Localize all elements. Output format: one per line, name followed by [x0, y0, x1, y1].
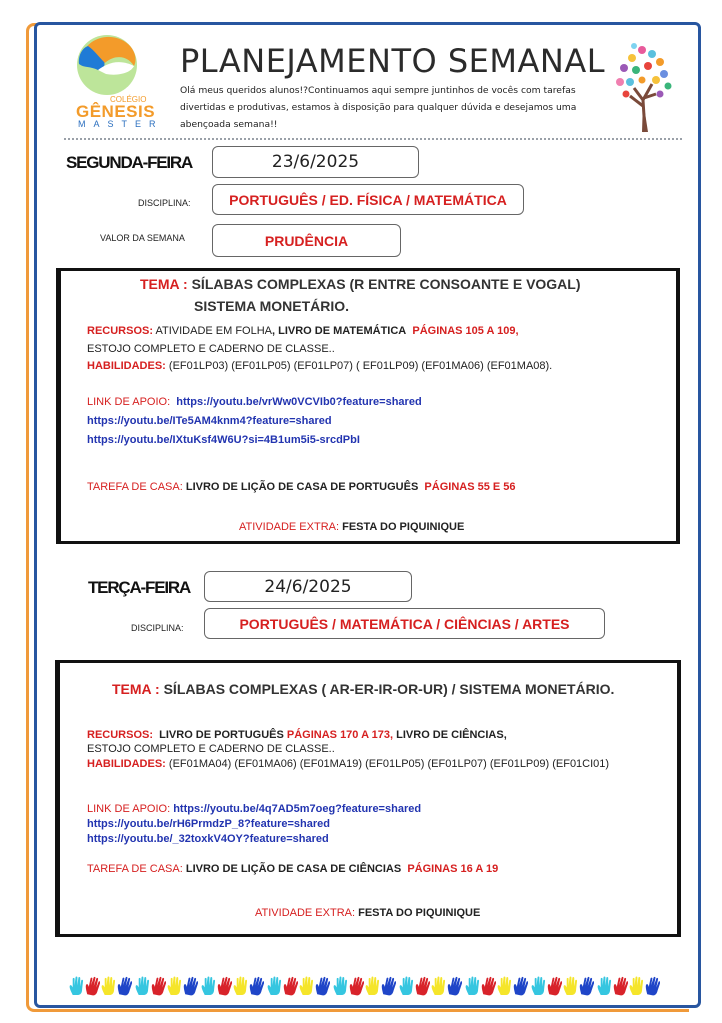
tuesday-tarefa — [87, 863, 498, 875]
monday-tema — [140, 276, 581, 292]
monday-valor-label: VALOR DA SEMANA — [100, 233, 185, 243]
monday-habilidades-codes: (EF01LP03) (EF01LP05) (EF01LP07) ( EF01LP09) (EF01MA06) (EF01MA08). — [168, 360, 553, 372]
monday-recursos — [87, 325, 519, 337]
tuesday-date-field — [204, 571, 412, 602]
hand-group — [68, 975, 132, 997]
hand-icon — [464, 975, 480, 997]
monday-recursos-line2: ESTOJO COMPLETO E CADERNO DE CLASSE.. — [87, 343, 335, 355]
tuesday-tarefa-text: LIVRO DE LIÇÃO DE CASA DE CIÊNCIAS — [185, 863, 402, 875]
hand-icon — [612, 975, 628, 997]
hand-icon — [266, 975, 282, 997]
monday-tema-line2: SISTEMA MONETÁRIO. — [194, 298, 350, 314]
hand-icon — [84, 975, 100, 997]
hand-group — [200, 975, 264, 997]
tuesday-recursos-label: RECURSOS: — [87, 729, 154, 741]
monday-tarefa — [87, 481, 516, 493]
hand-icon — [430, 975, 446, 997]
monday-tarefa-label: TAREFA DE CASA: — [87, 481, 183, 493]
hand-icon — [282, 975, 298, 997]
tuesday-extra — [255, 907, 480, 919]
tuesday-habilidades — [87, 758, 609, 770]
hand-icon — [166, 975, 182, 997]
hand-icon — [100, 975, 116, 997]
hand-icon — [68, 975, 84, 997]
monday-disciplina: PORTUGUÊS / ED. FÍSICA / MATEMÁTICA — [229, 191, 507, 208]
tuesday-content-box — [55, 660, 681, 937]
monday-extra — [239, 521, 464, 533]
monday-recursos-b: , LIVRO DE MATEMÁTICA — [272, 325, 407, 337]
hand-icon — [562, 975, 578, 997]
monday-habilidades-label: HABILIDADES: — [87, 360, 166, 372]
hand-icon — [200, 975, 216, 997]
hands-border-decoration — [68, 975, 662, 997]
hand-icon — [512, 975, 528, 997]
hand-icon — [348, 975, 364, 997]
tuesday-recursos-a: LIVRO DE PORTUGUÊS — [159, 729, 284, 741]
hand-group — [134, 975, 198, 997]
tuesday-tarefa-label: TAREFA DE CASA: — [87, 863, 183, 875]
monday-extra-label: ATIVIDADE EXTRA: — [239, 521, 340, 533]
hand-icon — [414, 975, 430, 997]
logo-emblem-icon — [76, 34, 138, 96]
monday-extra-text: FESTA DO PIQUINIQUE — [342, 521, 465, 533]
monday-tema-line1: SÍLABAS COMPLEXAS (R ENTRE CONSOANTE E VOGAL) — [191, 276, 581, 292]
monday-links — [87, 396, 422, 408]
hand-icon — [496, 975, 512, 997]
hand-icon — [182, 975, 198, 997]
intro-text: Olá meus queridos alunos!?Continuamos aqui sempre juntinhos de vocês com tarefas divertidas e produtivas, estamos à disposição para qualquer dúvida e desejamos uma abençoada semana!! — [180, 85, 577, 130]
hand-icon — [232, 975, 248, 997]
tuesday-recursos-line2: ESTOJO COMPLETO E CADERNO DE CLASSE.. — [87, 743, 335, 755]
tuesday-recursos-pages: PÁGINAS 170 A 173, — [286, 729, 394, 741]
hand-group — [398, 975, 462, 997]
tuesday-habilidades-codes: (EF01MA04) (EF01MA06) (EF01MA19) (EF01LP05) (EF01LP07) (EF01LP09) (EF01CI01) — [168, 758, 610, 770]
monday-disciplina-field — [212, 184, 524, 215]
hand-icon — [150, 975, 166, 997]
tuesday-date: 24/6/2025 — [264, 576, 352, 597]
tree-icon — [612, 40, 676, 139]
tuesday-tema — [112, 681, 614, 697]
monday-disciplina-label: DISCIPLINA: — [138, 198, 191, 208]
hand-icon — [530, 975, 546, 997]
hand-icon — [480, 975, 496, 997]
hand-icon — [314, 975, 330, 997]
hand-icon — [116, 975, 132, 997]
tuesday-links — [87, 803, 421, 815]
logo-line3: MASTER — [78, 119, 164, 129]
monday-date: 23/6/2025 — [271, 152, 360, 172]
tuesday-tema-label: TEMA : — [112, 681, 160, 697]
monday-link-1[interactable]: https://youtu.be/vrWw0VCVIb0?feature=shared — [176, 396, 422, 408]
tuesday-disciplina-label: DISCIPLINA: — [131, 623, 184, 633]
monday-link-3[interactable]: https://youtu.be/IXtuKsf4W6U?si=4B1um5i5-srcdPbI — [87, 434, 360, 446]
hand-icon — [380, 975, 396, 997]
tuesday-extra-text: FESTA DO PIQUINIQUE — [358, 907, 481, 919]
monday-link-label: LINK DE APOIO: — [87, 396, 171, 408]
school-logo — [76, 34, 138, 96]
tuesday-habilidades-label: HABILIDADES: — [87, 758, 166, 770]
tuesday-disciplina-field — [204, 608, 605, 639]
hand-group — [596, 975, 660, 997]
tuesday-link-label: LINK DE APOIO: — [87, 803, 171, 815]
monday-recursos-a: ATIVIDADE EM FOLHA — [155, 325, 273, 337]
hand-icon — [398, 975, 414, 997]
hand-icon — [628, 975, 644, 997]
monday-valor: PRUDÊNCIA — [264, 232, 349, 249]
hand-icon — [364, 975, 380, 997]
monday-recursos-pages: PÁGINAS 105 A 109, — [412, 325, 519, 337]
tuesday-extra-label: ATIVIDADE EXTRA: — [255, 907, 356, 919]
tuesday-tema-text: SÍLABAS COMPLEXAS ( AR-ER-IR-OR-UR) / SISTEMA MONETÁRIO. — [163, 681, 615, 697]
page-title: PLANEJAMENTO SEMANAL — [180, 42, 606, 80]
tuesday-link-2[interactable]: https://youtu.be/rH6PrmdzP_8?feature=shared — [87, 818, 330, 830]
hand-group — [530, 975, 594, 997]
hand-icon — [446, 975, 462, 997]
logo-line2: GÊNESIS — [76, 102, 156, 121]
hand-icon — [134, 975, 150, 997]
tuesday-disciplina: PORTUGUÊS / MATEMÁTICA / CIÊNCIAS / ARTES — [239, 615, 570, 632]
hand-icon — [248, 975, 264, 997]
monday-day-label: SEGUNDA-FEIRA — [66, 153, 193, 172]
divider-dotted — [64, 138, 682, 140]
monday-recursos-label: RECURSOS: — [87, 325, 154, 337]
tuesday-link-3[interactable]: https://youtu.be/_32toxkV4OY?feature=shared — [87, 833, 329, 845]
monday-date-field — [212, 146, 419, 178]
hand-icon — [332, 975, 348, 997]
hand-icon — [578, 975, 594, 997]
hand-icon — [298, 975, 314, 997]
hand-icon — [644, 975, 660, 997]
monday-tarefa-text: LIVRO DE LIÇÃO DE CASA DE PORTUGUÊS — [185, 481, 419, 493]
tuesday-recursos — [87, 729, 507, 741]
tuesday-tarefa-pages: PÁGINAS 16 A 19 — [407, 863, 499, 875]
logo-line1: COLÉGIO — [110, 95, 147, 104]
monday-valor-field — [212, 224, 401, 257]
hand-icon — [216, 975, 232, 997]
hand-group — [464, 975, 528, 997]
hand-icon — [546, 975, 562, 997]
tuesday-day-label: TERÇA-FEIRA — [88, 578, 191, 597]
hand-group — [266, 975, 330, 997]
monday-tema-label: TEMA : — [140, 276, 188, 292]
monday-link-2[interactable]: https://youtu.be/ITe5AM4knm4?feature=shared — [87, 415, 332, 427]
hand-icon — [596, 975, 612, 997]
monday-tarefa-pages: PÁGINAS 55 E 56 — [424, 481, 516, 493]
tuesday-link-1[interactable]: https://youtu.be/4q7AD5m7oeg?feature=shared — [173, 803, 422, 815]
monday-habilidades — [87, 360, 552, 372]
tuesday-recursos-b: LIVRO DE CIÊNCIAS, — [396, 729, 507, 741]
hand-group — [332, 975, 396, 997]
